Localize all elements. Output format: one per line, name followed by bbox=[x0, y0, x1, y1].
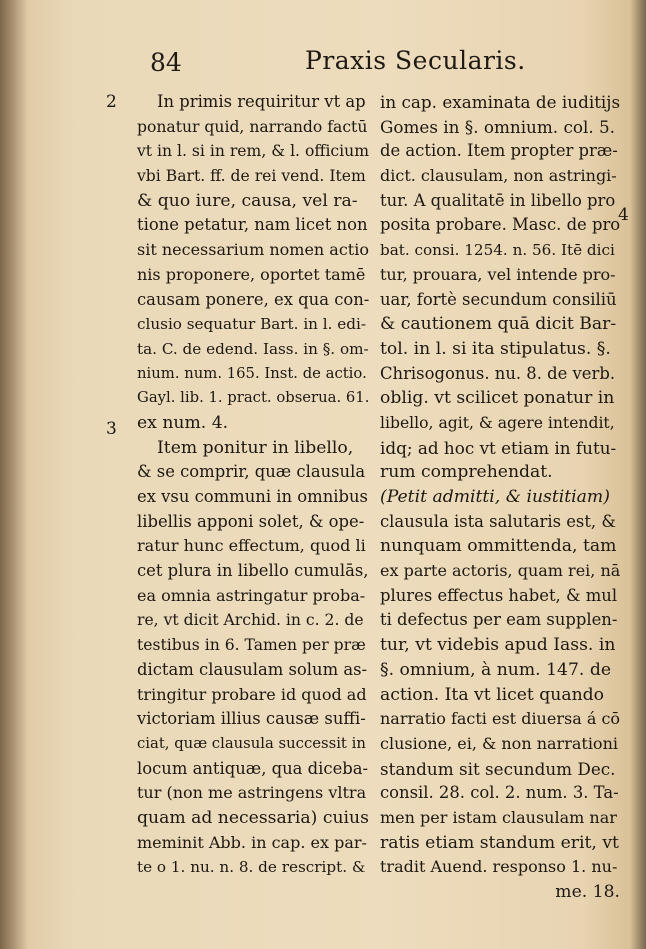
text-line: Gomes in §. omnium. col. 5. bbox=[380, 116, 615, 137]
text-line: plures effectus habet, & mul bbox=[380, 585, 618, 605]
text-line: victoriam illius causæ suffi- bbox=[137, 709, 366, 729]
page-header bbox=[0, 42, 646, 82]
text-line: posita probare. Masc. de pro bbox=[380, 215, 621, 235]
text-line: testibus in 6. Tamen per præ bbox=[137, 636, 366, 655]
text-line: vt in l. si in rem, & l. officium bbox=[137, 142, 369, 161]
text-line: clausula ista salutaris est, & bbox=[380, 511, 616, 531]
text-line: vbi Bart. ff. de rei vend. Item bbox=[137, 167, 366, 186]
marginal-number: 2 bbox=[106, 92, 117, 112]
text-line: de action. Item propter præ- bbox=[380, 141, 618, 161]
text-line: tur (non me astringens vltra bbox=[137, 783, 367, 803]
text-line: & cautionem quā dicit Bar- bbox=[380, 314, 617, 335]
text-line: clusio sequatur Bart. in l. edi- bbox=[137, 315, 366, 334]
text-line: ex parte actoris, quam rei, nā bbox=[380, 561, 621, 581]
text-line: bat. consi. 1254. n. 56. Itē dici bbox=[380, 241, 615, 260]
text-line: Gayl. lib. 1. pract. obserua. 61. bbox=[137, 389, 370, 407]
left-column bbox=[137, 90, 369, 880]
text-line: tur. A qualitatē in libello pro bbox=[380, 190, 616, 210]
text-line: uar, fortè secundum consiliū bbox=[380, 289, 617, 309]
text-line: & quo iure, causa, vel ra- bbox=[137, 190, 358, 211]
binding-shadow bbox=[0, 0, 28, 949]
text-line: clusione, ei, & non narrationi bbox=[380, 733, 618, 753]
text-line: in cap. examinata de iuditijs bbox=[380, 92, 621, 112]
text-line: ta. C. de edend. Iass. in §. om- bbox=[137, 339, 369, 358]
text-line: tringitur probare id quod ad bbox=[137, 684, 367, 704]
text-line: narratio facti est diuersa á cō bbox=[380, 709, 621, 729]
page-edge bbox=[630, 0, 646, 949]
text-line: ex vsu communi in omnibus bbox=[137, 487, 368, 506]
text-line: ex num. 4. bbox=[137, 412, 229, 433]
text-line: action. Ita vt licet quando bbox=[380, 684, 605, 705]
text-line: libello, agit, & agere intendit, bbox=[380, 413, 615, 432]
text-line: & se comprir, quæ clausula bbox=[137, 462, 366, 482]
text-line: men per istam clausulam nar bbox=[380, 807, 617, 827]
text-line: te o 1. nu. n. 8. de rescript. & bbox=[137, 858, 366, 877]
text-line: quam ad necessaria) cuius bbox=[137, 807, 369, 828]
right-column bbox=[380, 90, 620, 905]
text-line: idq; ad hoc vt etiam in futu- bbox=[380, 437, 617, 458]
text-line: tione petatur, nam licet non bbox=[137, 215, 368, 235]
marginal-number: 4 bbox=[618, 205, 629, 225]
text-line: nis proponere, oportet tamē bbox=[137, 264, 366, 284]
text-line: ratur hunc effectum, quod li bbox=[137, 536, 366, 556]
text-line: oblig. vt scilicet ponatur in bbox=[380, 388, 615, 409]
text-line: ratis etiam standum erit, vt bbox=[380, 832, 619, 853]
text-line: ti defectus per eam supplen- bbox=[380, 610, 618, 630]
text-line: tradit Auend. responso 1. nu- bbox=[380, 857, 618, 877]
text-line: cet plura in libello cumulās, bbox=[137, 561, 369, 581]
text-line: nunquam ommittenda, tam bbox=[380, 536, 617, 557]
text-line: ciat, quæ clausula successit in bbox=[137, 734, 366, 752]
running-title: Praxis Secularis. bbox=[305, 46, 526, 75]
text-line: locum antiquæ, qua dicebа- bbox=[137, 758, 369, 778]
text-line: Item ponitur in libello, bbox=[157, 437, 354, 458]
marginal-number: 3 bbox=[106, 419, 117, 439]
text-line: tol. in l. si ita stipulatus. §. bbox=[380, 338, 611, 359]
text-line: ponatur quid, narrando factū bbox=[137, 117, 368, 136]
text-line: nium. num. 165. Inst. de actio. bbox=[137, 364, 367, 382]
text-line: §. omnium, à num. 147. de bbox=[380, 659, 612, 680]
page-number: 84 bbox=[150, 48, 182, 77]
text-line: libellis apponi solet, & ope- bbox=[137, 511, 365, 531]
text-line: me. 18. bbox=[555, 882, 620, 902]
text-line: rum comprehendat. bbox=[380, 462, 553, 483]
text-line: In primis requiritur vt ap bbox=[157, 92, 366, 111]
text-line: causam ponere, ex qua con- bbox=[137, 289, 370, 309]
text-line: (Petit admitti, & iustitiam) bbox=[380, 487, 610, 507]
text-line: tur, prouara, vel intende pro- bbox=[380, 264, 616, 284]
text-line: dictam clausulam solum as- bbox=[137, 659, 368, 679]
text-line: consil. 28. col. 2. num. 3. Ta- bbox=[380, 783, 619, 803]
text-line: meminit Abb. in cap. ex par- bbox=[137, 832, 367, 852]
text-line: Chrisogonus. nu. 8. de verb. bbox=[380, 363, 616, 383]
text-line: re, vt dicit Archid. in c. 2. de bbox=[137, 611, 364, 630]
text-line: sit necessarium nomen actio bbox=[137, 240, 369, 260]
text-line: ea omnia astringatur proba- bbox=[137, 585, 366, 605]
text-line: tur, vt videbis apud Iass. in bbox=[380, 635, 616, 656]
text-line: standum sit secundum Dec. bbox=[380, 758, 616, 779]
text-line: dict. clausulam, non astringi- bbox=[380, 166, 617, 186]
